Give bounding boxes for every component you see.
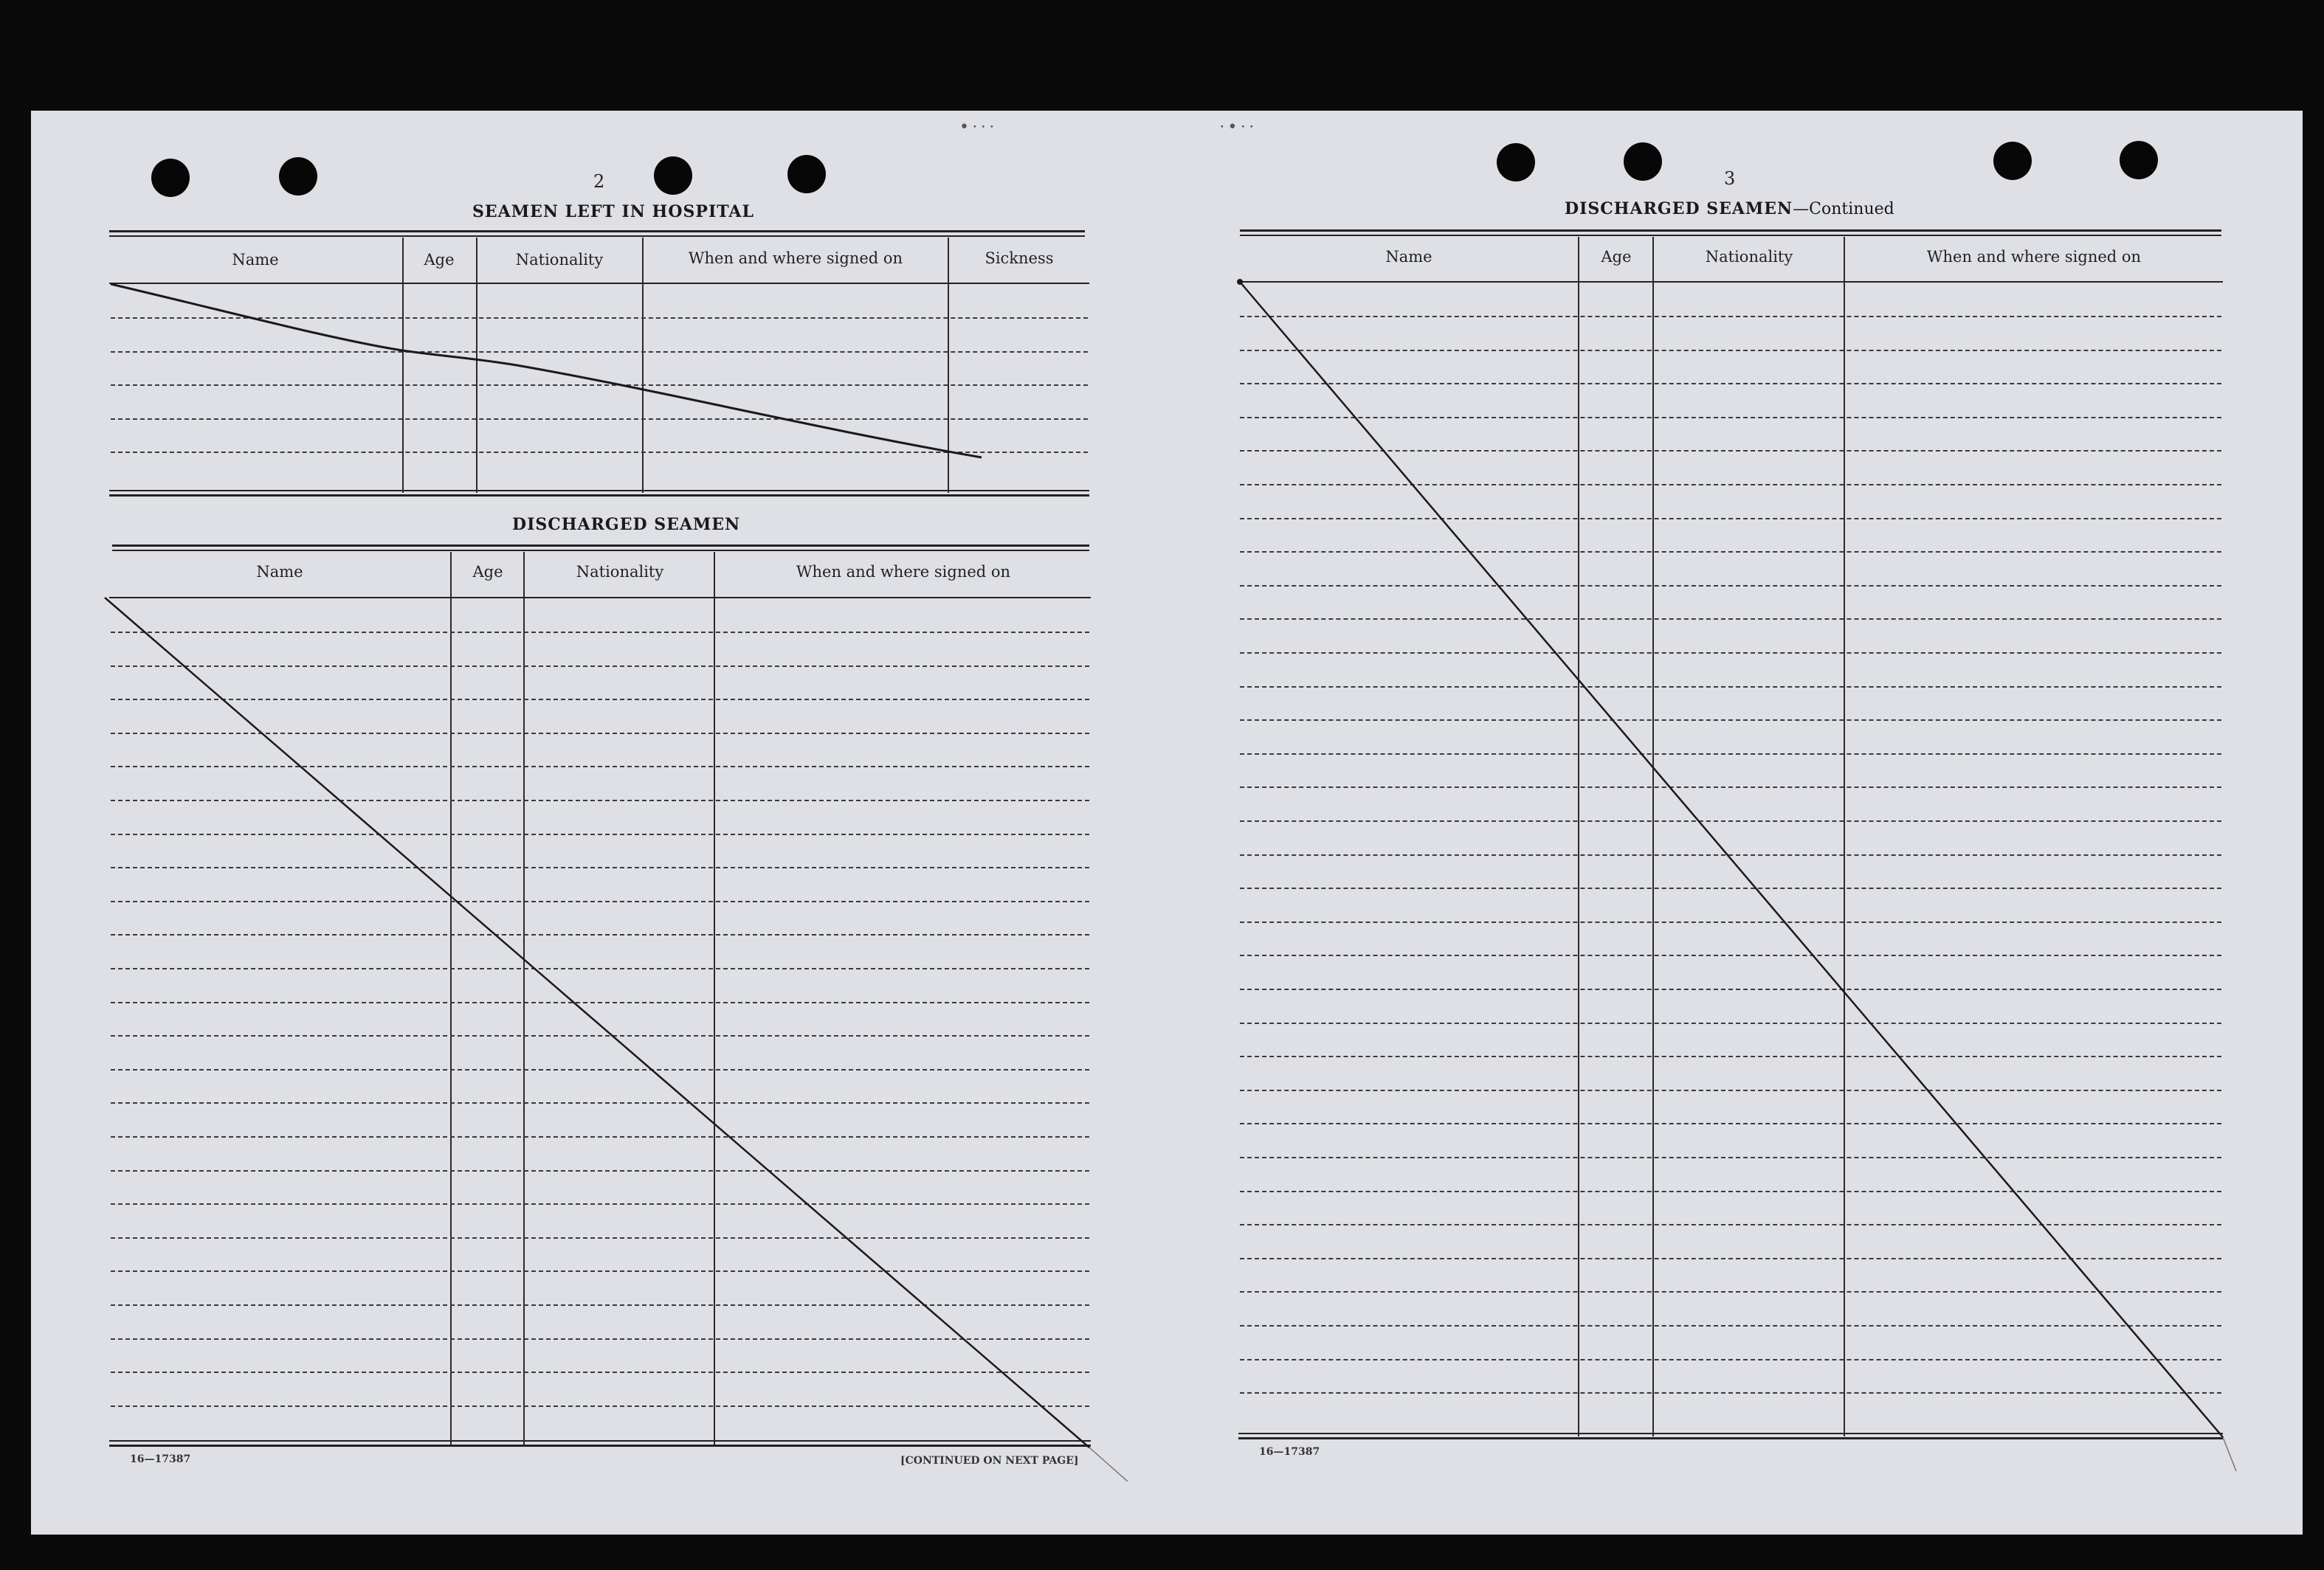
hospital-section-title: SEAMEN LEFT IN HOSPITAL (472, 202, 754, 221)
column-header-age: Age (472, 563, 503, 581)
column-header-nationality: Nationality (1705, 248, 1793, 266)
continued-strike-line (1240, 282, 2223, 1437)
column-header-signed-on: When and where signed on (1926, 248, 2142, 266)
column-header-nationality: Nationality (515, 251, 604, 269)
discharged-strike-tail (1089, 1448, 1128, 1481)
column-header-sickness: Sickness (985, 249, 1054, 267)
column-header-age: Age (424, 251, 455, 269)
column-header-age: Age (1601, 248, 1632, 266)
column-header-name: Name (232, 251, 279, 269)
page-number: 2 (593, 171, 605, 192)
form-code: 16—17387 (130, 1453, 191, 1465)
column-header-signed-on: When and where signed on (796, 563, 1011, 581)
faint-mark: ⋅•⋅⋅ (1219, 118, 1258, 136)
column-header-name: Name (256, 563, 303, 581)
ink-dot (1237, 279, 1243, 285)
continued-note: [CONTINUED ON NEXT PAGE] (900, 1455, 1079, 1467)
discharged-strike-line (105, 598, 1089, 1448)
column-header-signed-on: When and where signed on (688, 249, 903, 267)
form-code: 16—17387 (1259, 1446, 1320, 1458)
page-number: 3 (1724, 168, 1736, 189)
column-header-nationality: Nationality (576, 563, 664, 581)
column-header-name: Name (1385, 248, 1432, 266)
continued-strike-tail (2223, 1437, 2236, 1471)
faint-mark: •⋅⋅⋅ (959, 118, 998, 136)
discharged-section-title: DISCHARGED SEAMEN (512, 515, 741, 534)
hospital-strike-line (111, 284, 982, 457)
title-continued: —Continued (1793, 200, 1894, 218)
title-main: DISCHARGED SEAMEN (1565, 199, 1793, 218)
